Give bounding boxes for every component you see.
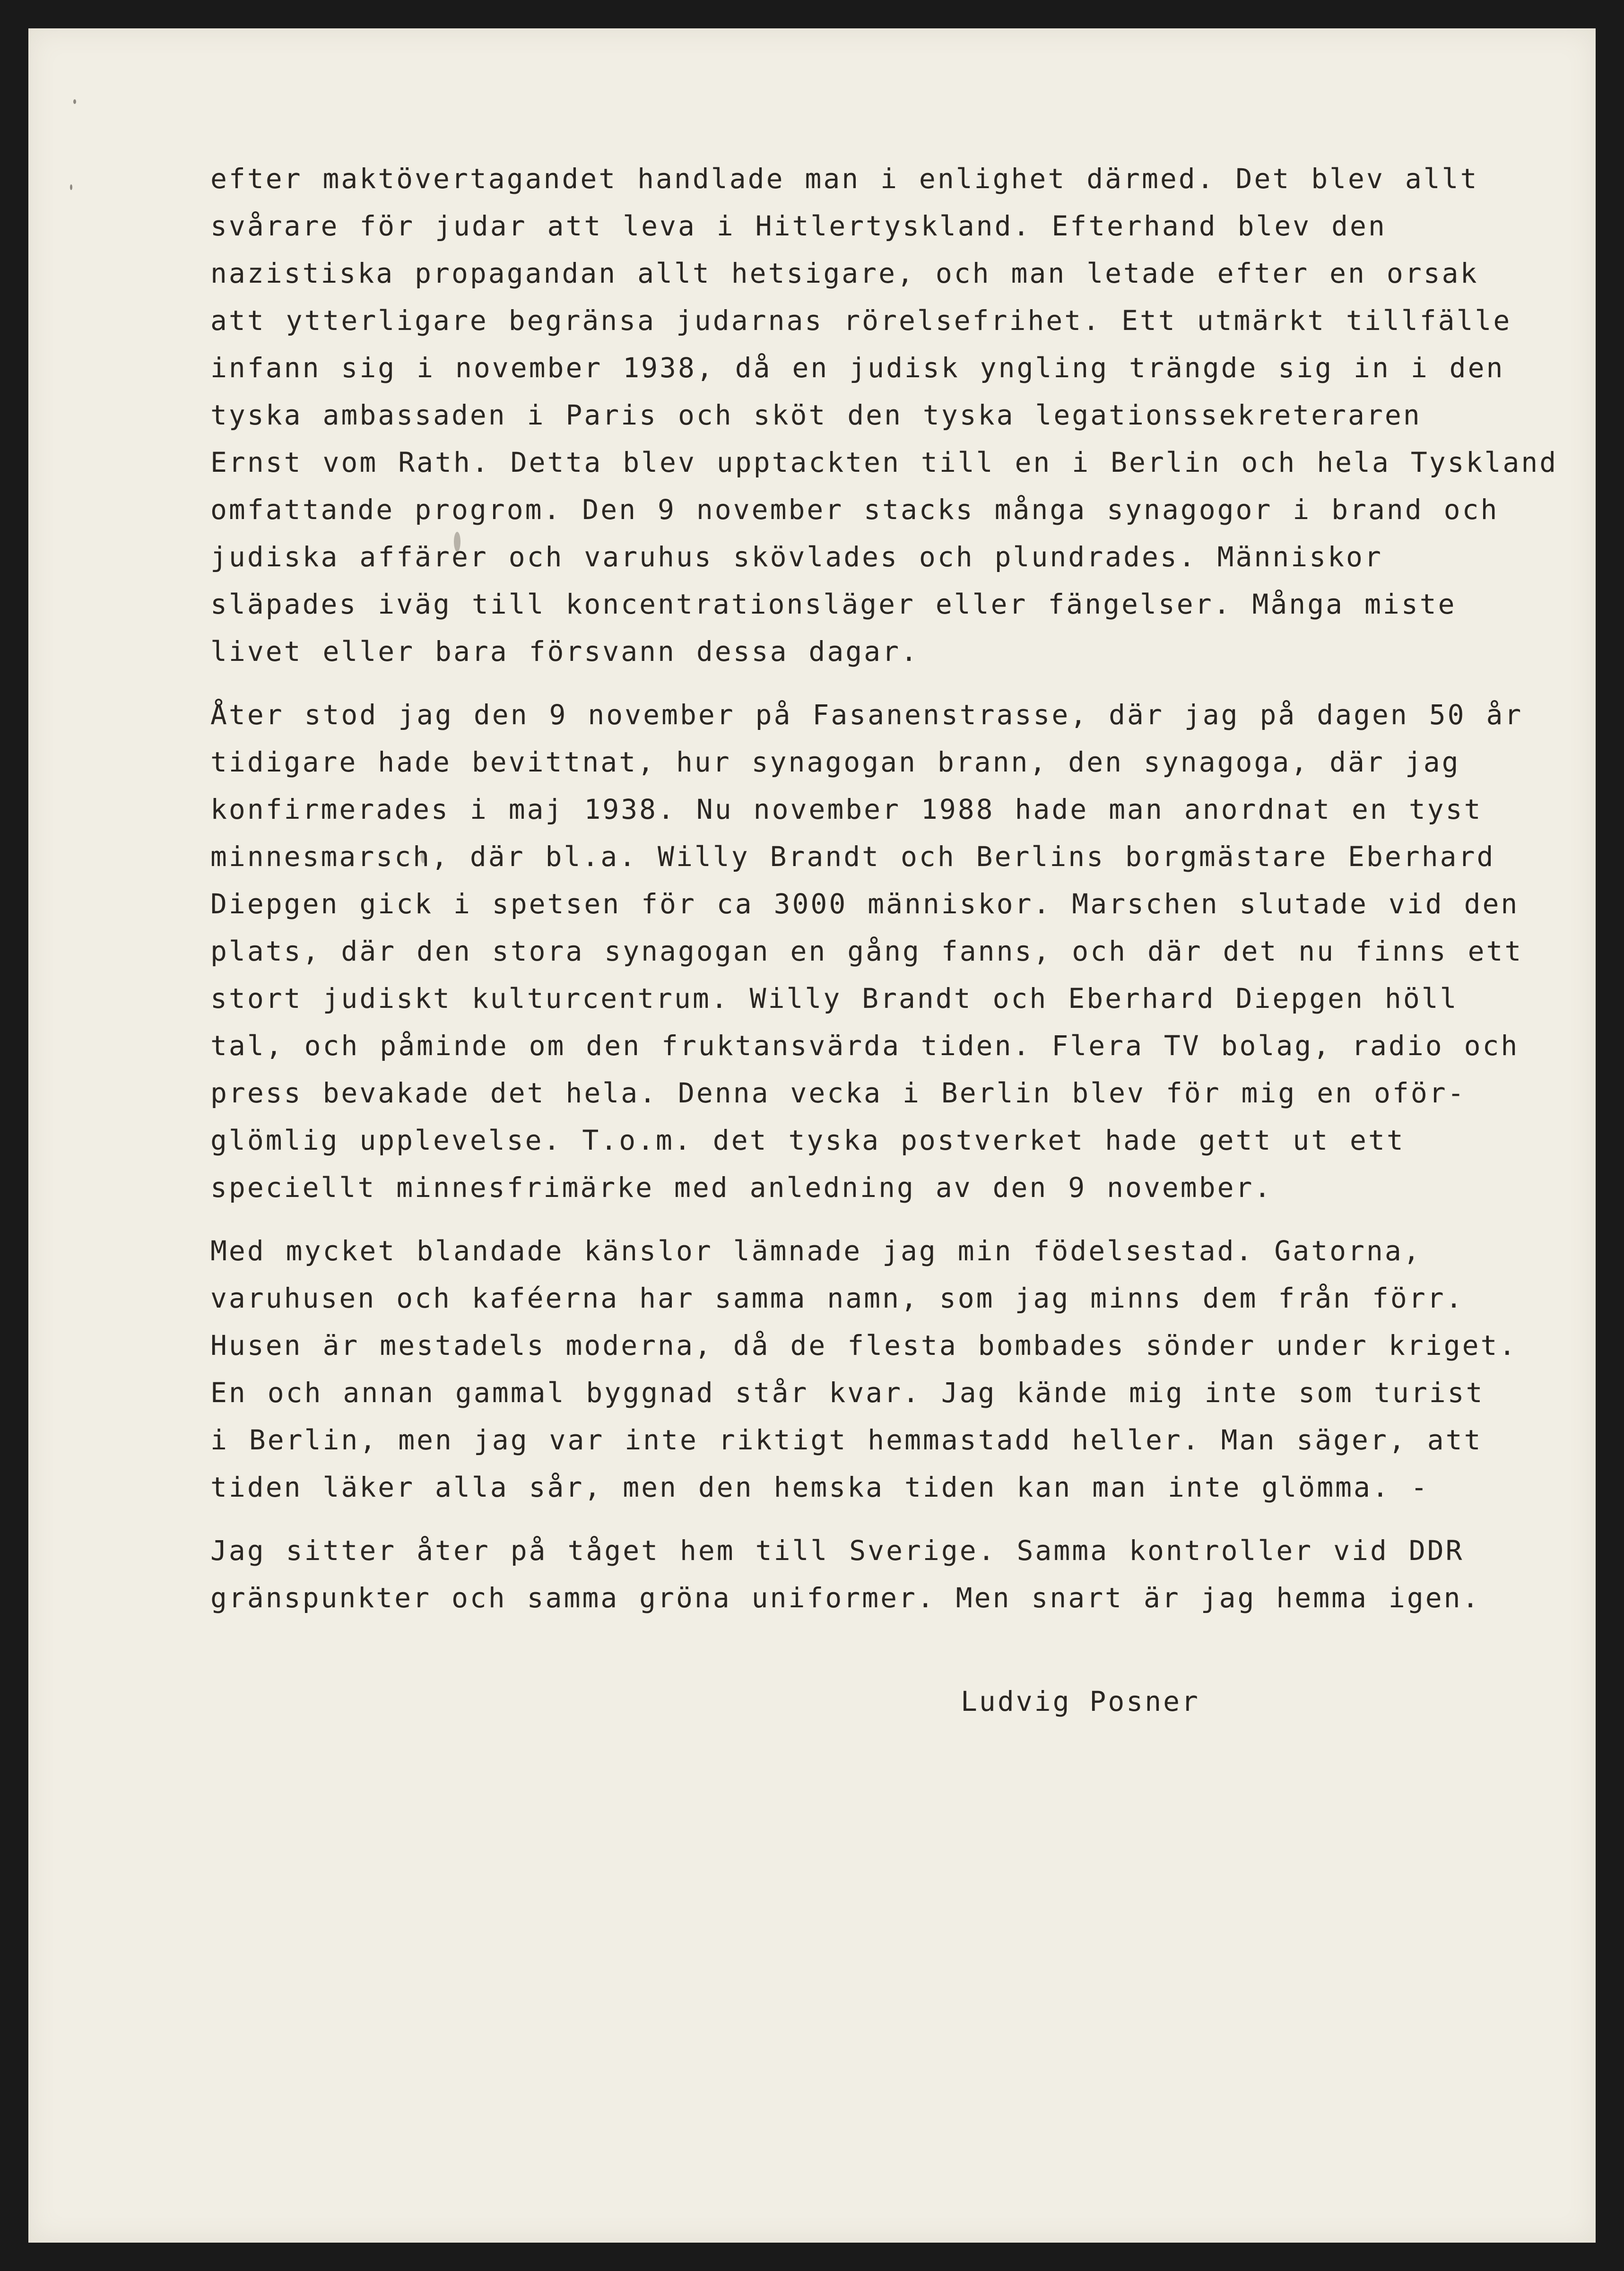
text-line: press bevakade det hela. Denna vecka i Berlin blev för mig en oför- xyxy=(210,1077,1466,1109)
paragraph-1 xyxy=(210,155,1581,675)
text-line: tal, och påminde om den fruktansvärda tiden. Flera TV bolag, radio och xyxy=(210,1030,1520,1062)
text-line: tidigare hade bevittnat, hur synagogan brann, den synagoga, där jag xyxy=(210,746,1460,778)
paper-speck xyxy=(70,184,72,190)
signature: Ludvig Posner xyxy=(961,1685,1200,1717)
paragraph-2 xyxy=(210,691,1581,1211)
text-line: omfattande progrom. Den 9 november stacks många synagogor i brand och xyxy=(210,494,1499,526)
text-line: speciellt minnesfrimärke med anledning av den 9 november. xyxy=(210,1171,1273,1204)
text-line: tyska ambassaden i Paris och sköt den tyska legationssekreteraren xyxy=(210,399,1422,431)
typewritten-page xyxy=(28,28,1596,2243)
text-line: gränspunkter och samma gröna uniformer. Men snart är jag hemma igen. xyxy=(210,1582,1481,1614)
text-line: Diepgen gick i spetsen för ca 3000 människor. Marschen slutade vid den xyxy=(210,888,1520,920)
text-line: nazistiska propagandan allt hetsigare, och man letade efter en orsak xyxy=(210,257,1479,289)
paragraph-3 xyxy=(210,1227,1581,1511)
text-line: i Berlin, men jag var inte riktigt hemmastadd heller. Man säger, att xyxy=(210,1424,1483,1456)
text-line: Ernst vom Rath. Detta blev upptackten till en i Berlin och hela Tyskland xyxy=(210,446,1558,478)
text-line: infann sig i november 1938, då en judisk yngling trängde sig in i den xyxy=(210,352,1505,384)
text-line: plats, där den stora synagogan en gång fanns, och där det nu finns ett xyxy=(210,935,1523,967)
text-line: glömlig upplevelse. T.o.m. det tyska postverket hade gett ut ett xyxy=(210,1124,1405,1156)
text-line: En och annan gammal byggnad står kvar. Jag kände mig inte som turist xyxy=(210,1377,1485,1409)
text-line: konfirmerades i maj 1938. Nu november 1988 hade man anordnat en tyst xyxy=(210,793,1483,825)
text-line: minnesmarsch, där bl.a. Willy Brandt och Berlins borgmästare Eberhard xyxy=(210,841,1495,873)
text-line: efter maktövertagandet handlade man i enlighet därmed. Det blev allt xyxy=(210,163,1479,195)
text-line: livet eller bara försvann dessa dagar. xyxy=(210,635,919,667)
text-line: varuhusen och kaféerna har samma namn, som jag minns dem från förr. xyxy=(210,1282,1464,1314)
paper-speck xyxy=(73,99,76,104)
text-line: Husen är mestadels moderna, då de flesta bombades sönder under kriget. xyxy=(210,1329,1518,1361)
text-line: Åter stod jag den 9 november på Fasanenstrasse, där jag på dagen 50 år xyxy=(210,699,1523,731)
letter-body xyxy=(210,155,1581,1638)
text-line: Med mycket blandade känslor lämnade jag min födelsestad. Gatorna, xyxy=(210,1235,1422,1267)
paragraph-4 xyxy=(210,1527,1581,1621)
text-line: stort judiskt kulturcentrum. Willy Brandt och Eberhard Diepgen höll xyxy=(210,982,1459,1014)
text-line: släpades iväg till koncentrationsläger eller fängelser. Många miste xyxy=(210,588,1457,620)
text-line: Jag sitter åter på tåget hem till Sverige. Samma kontroller vid DDR xyxy=(210,1534,1464,1567)
text-line: svårare för judar att leva i Hitlertyskland. Efterhand blev den xyxy=(210,210,1387,242)
text-line: att ytterligare begränsa judarnas rörelsefrihet. Ett utmärkt tillfälle xyxy=(210,304,1512,337)
text-line: judiska affärer och varuhus skövlades och plundrades. Människor xyxy=(210,541,1383,573)
text-line: tiden läker alla sår, men den hemska tiden kan man inte glömma. - xyxy=(210,1471,1429,1503)
